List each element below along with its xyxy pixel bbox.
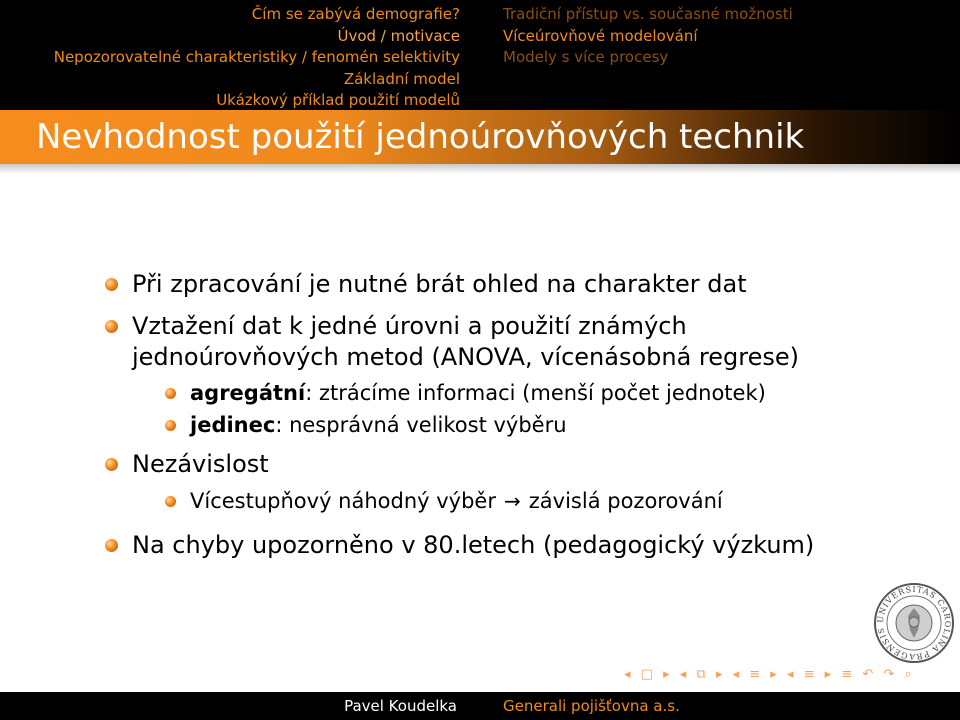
arrow-icon: →	[504, 489, 521, 513]
sub-bullet-ball-icon	[165, 388, 176, 399]
sub-bullet-text: : nesprávná velikost výběru	[275, 413, 567, 437]
bullet-ball-icon	[105, 458, 118, 471]
sub-bullet-term: jedinec	[190, 413, 276, 437]
nav-link-uvod[interactable]: Úvod / motivace	[337, 26, 460, 45]
sub-bullet-text: závislá pozorování	[528, 489, 723, 513]
bullet-text: Vztažení dat k jedné úrovni a použití známých	[132, 312, 687, 340]
nav-frame-icon[interactable]: □	[640, 667, 653, 682]
sub-bullet-item	[190, 411, 567, 439]
sub-bullet-text: Vícestupňový náhodný výběr	[190, 489, 496, 513]
nav-next-slide-icon[interactable]: ▸	[715, 667, 723, 682]
bullet-text: Při zpracování je nutné brát ohled na charakter dat	[132, 270, 747, 298]
bullet-continuation	[132, 341, 799, 373]
nav-link-selektivita[interactable]: Nepozorovatelné charakteristiky / fenomén selektivity	[53, 48, 460, 66]
nav-search-icon[interactable]: ⌕	[904, 667, 912, 682]
nav-prev-slide-icon[interactable]: ◂	[679, 667, 687, 682]
nav-link-viceurovnove[interactable]: Víceúrovňové modelování	[503, 26, 698, 45]
nav-link-ukazkovy-priklad[interactable]: Ukázkový příklad použití modelů	[216, 91, 460, 109]
nav-prev-subsection-icon[interactable]: ◂	[732, 667, 740, 682]
bullet-item	[132, 268, 747, 300]
bullet-ball-icon	[105, 539, 118, 552]
sub-bullet-text: : ztrácíme informaci (menší počet jednotek)	[305, 381, 766, 405]
bullet-item	[132, 310, 687, 342]
bullet-item	[132, 448, 269, 480]
nav-next-frame-icon[interactable]: ▸	[663, 667, 670, 682]
nav-back-icon[interactable]: ↶	[862, 667, 874, 682]
bullet-ball-icon	[105, 278, 118, 291]
sub-bullet-term: agregátní	[190, 381, 306, 405]
sub-bullet-item	[190, 487, 723, 515]
bullet-text: Na chyby upozorněno v 80.letech (pedagogický výzkum)	[132, 531, 815, 559]
nav-next-subsection-icon[interactable]: ▸	[770, 667, 777, 682]
footer-bar	[0, 692, 960, 720]
nav-prev-frame-icon[interactable]: ◂	[624, 667, 631, 682]
nav-slide-icon[interactable]: ⧉	[696, 667, 706, 682]
nav-forward-icon[interactable]: ↷	[883, 667, 895, 682]
university-seal-logo	[873, 582, 955, 664]
nav-next-section-icon[interactable]: ▸	[824, 667, 832, 682]
sub-bullet-ball-icon	[165, 420, 176, 431]
seal-text: UNIVERSITAS CAROLINA PRAGENSIS	[875, 584, 953, 662]
bullet-item	[132, 529, 814, 561]
slide-title: Nevhodnost použití jednoúrovňových technik	[36, 117, 805, 157]
bullet-text: jednoúrovňových metod (ANOVA, vícenásobná regrese)	[132, 343, 799, 371]
bullet-text: Nezávislost	[132, 450, 269, 478]
sub-bullet-ball-icon	[165, 496, 176, 507]
nav-link-modely-vice-procesy[interactable]: Modely s více procesy	[503, 48, 669, 66]
nav-prev-section-icon[interactable]: ◂	[786, 667, 794, 682]
nav-link-zakladni-model[interactable]: Základní model	[343, 69, 460, 88]
nav-link-demografie[interactable]: Čím se zabývá demografie?	[251, 5, 460, 23]
sub-bullet-item	[190, 379, 766, 407]
bullet-ball-icon	[105, 320, 118, 333]
footer-author: Pavel Koudelka	[344, 697, 457, 715]
nav-subsection-icon[interactable]: ≡	[749, 667, 761, 682]
slide-navigation-symbols	[624, 667, 918, 685]
footer-institute: Generali pojišťovna a.s.	[503, 697, 680, 715]
nav-section-icon[interactable]: ≡	[803, 667, 815, 682]
nav-document-icon[interactable]: ≡	[841, 667, 853, 682]
nav-link-tradicni-pristup[interactable]: Tradiční přístup vs. současné možnosti	[503, 5, 793, 23]
